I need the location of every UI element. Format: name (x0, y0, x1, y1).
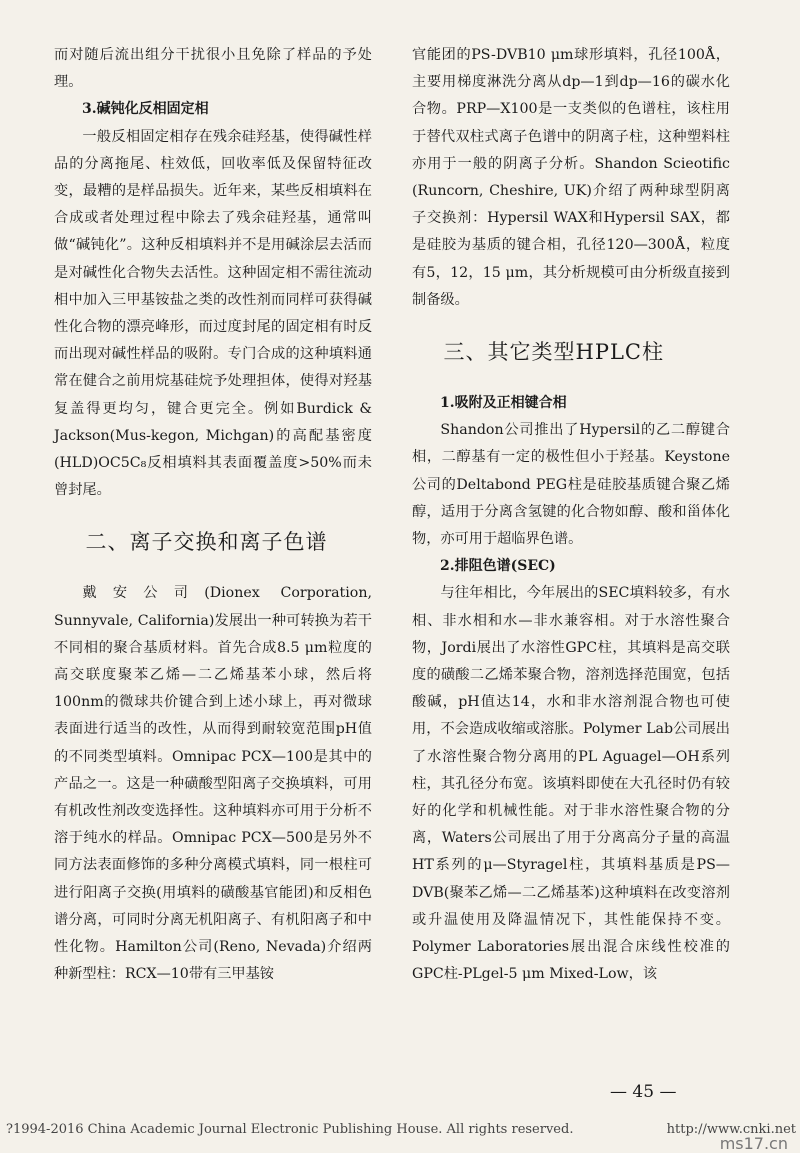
paragraph-continued-right: 官能团的PS-DVB10 μm球形填料，孔径100Å，主要用梯度淋洗分离从dp—1到dp—16的碳水化合物。PRP—X100是一支类似的色谱柱，该柱用于替代双柱式离子色谱中的阴离子柱，这种塑料柱亦用于一般的阴离子分析。Shandon Scieotific (Runcorn, Cheshire, UK)介绍了两种球型阴离子交换剂：Hypersil WAX和Hypersil SAX，都是硅胶为基质的键合相，孔径120—300Å，粒度有5，12，15 μm，其分析规模可由分析级直接到制备级。 (412, 47, 730, 308)
subheading-sec: 2.排阻色谱(SEC) (440, 558, 556, 575)
paragraph-continued-left: 而对随后流出组分干扰很小且免除了样品的予处理。 (54, 47, 372, 91)
page-number: — 45 — (610, 1082, 677, 1102)
right-column (412, 42, 730, 989)
paragraph-reversed-phase: 一般反相固定相存在残余硅羟基，使得碱性样品的分离拖尾、柱效低，回收率低及保留特征改变，最糟的是样品损失。近年来，某些反相填料在合成或者处理过程中除去了残余硅羟基，通常叫做“碱钝化”。这种反相填料并不是用碱涂层去活而是对碱性化合物失去活性。这种固定相不需往流动相中加入三甲基铵盐之类的改性剂而同样可获得碱性化合物的漂亮峰形，而过度封尾的固定相有时反而出现对碱性样品的吸附。专门合成的这种填料通常在健合之前用烷基硅烷予处理担体，使得对羟基复盖得更均匀，键合更完全。例如Burdick & Jackson(Mus-kegon, Michgan)的高配基密度(HLD)OC5C₈反相填料其表面覆盖度>50%而未曾封尾。 (54, 128, 372, 499)
section-heading-other-hplc: 三、其它类型HPLC柱 (443, 340, 664, 365)
paragraph-shandon: Shandon公司推出了Hypersil的乙二醇键合相，二醇基有一定的极性但小于羟基。Keystone公司的Deltabond PEG柱是硅胶基质键合聚乙烯醇，适用于分离含氢键的化合物如醇、酸和甾体化物，亦可用于超临界色谱。 (412, 422, 730, 548)
subheading-adsorption: 1.吸附及正相键合相 (440, 395, 567, 412)
footer-link[interactable]: http://www.cnki.net (666, 1122, 796, 1137)
watermark: ms17.cn (719, 1134, 788, 1153)
footer-copyright: ?1994-2016 China Academic Journal Electronic Publishing House. All rights reserved. (6, 1122, 574, 1137)
left-column (54, 42, 372, 989)
subheading-alkali-passivated: 3.碱钝化反相固定相 (82, 101, 209, 118)
paragraph-dionex: 戴安公司(Dionex Corporation, Sunnyvale, California)发展出一种可转换为若干不同相的聚合基质材料。首先合成8.5 μm粒度的高交联度聚苯乙烯—二乙烯基苯小球，然后将100nm的微球共价键合到上述小球上，再对微球表面进行适当的改性，从而得到耐较宽范围pH值的不同类型填料。Omnipac PCX—100是其中的产品之一。这是一种磺酸型阳离子交换填料，可用有机改性剂改变选择性。这种填料亦可用于分析不溶于纯水的样品。Omnipac PCX—500是另外不同方法表面修饰的多种分离模式填料，同一根柱可进行阳离子交换(用填料的磺酸基官能团)和反相色谱分离，可同时分离无机阳离子、有机阳离子和中性化物。Hamilton公司(Reno, Nevada)介绍两种新型柱：RCX—10带有三甲基铵 (54, 585, 372, 983)
paragraph-sec: 与往年相比，今年展出的SEC填料较多，有水相、非水相和水—非水兼容相。对于水溶性聚合物，Jordi展出了水溶性GPC柱，其填料是高交联度的磺酸二乙烯苯聚合物，溶剂选择范围宽，包括酸碱，pH值达14，水和非水溶剂混合物也可使用，不会造成收缩或溶胀。Polymer Lab公司展出了水溶性聚合物分离用的PL Aguagel—OH系列柱，其孔径分布宽。该填料即使在大孔径时仍有较好的化学和机械性能。对于非水溶性聚合物的分离，Waters公司展出了用于分离高分子量的高温HT系列的μ—Styragel柱，其填料基质是PS—DVB(聚苯乙烯—二乙烯基苯)这种填料在改变溶剂或升温使用及降温情况下，其性能保持不变。Polymer Laboratories展出混合床线性校准的GPC柱-PLgel-5 μm Mixed-Low，该 (412, 585, 730, 983)
section-heading-ion-exchange: 二、离子交换和离子色谱 (85, 530, 328, 555)
